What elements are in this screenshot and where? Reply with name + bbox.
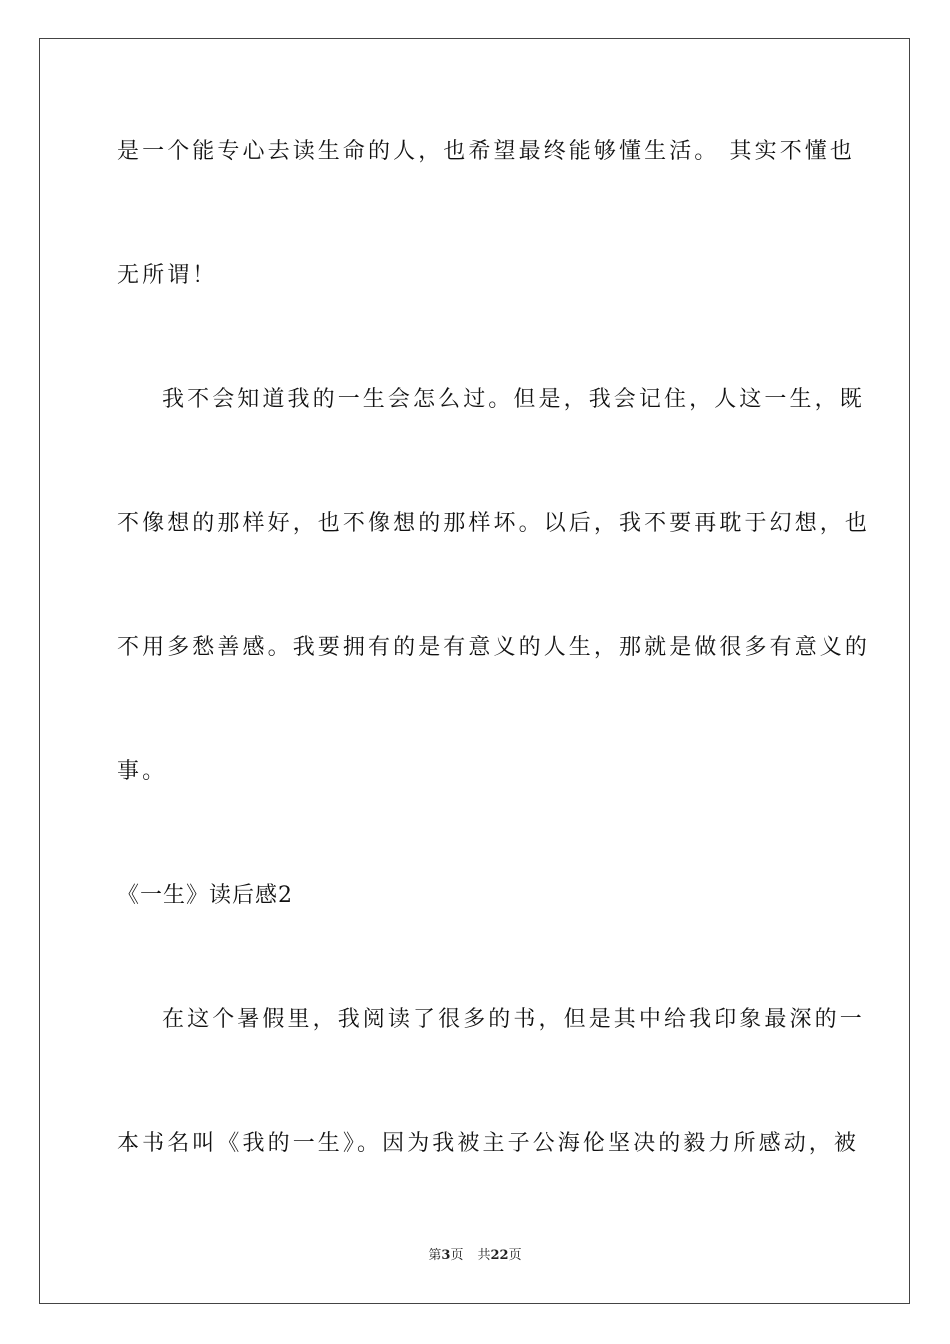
page-suffix: 页 — [450, 1248, 464, 1263]
body-text-line: 事。 — [117, 759, 168, 784]
paragraph-start-line: 在这个暑假里，我阅读了很多的书，但是其中给我印象最深的一 — [162, 1007, 865, 1032]
page-footer — [0, 1247, 950, 1265]
page-number: 3 — [441, 1248, 451, 1263]
total-pages: 22 — [490, 1248, 509, 1263]
total-prefix: 共 — [477, 1248, 491, 1263]
section-heading: 《一生》读后感2 — [117, 883, 293, 908]
paragraph-start-line: 我不会知道我的一生会怎么过。但是，我会记住，人这一生，既 — [162, 387, 865, 412]
body-text-line: 不像想的那样好，也不像想的那样坏。以后，我不要再耽于幻想，也 — [117, 511, 871, 536]
body-text-line: 是一个能专心去读生命的人，也希望最终能够懂生活。 其实不懂也 — [117, 139, 855, 164]
total-suffix: 页 — [508, 1248, 522, 1263]
body-text-line: 无所谓！ — [117, 263, 218, 288]
page-prefix: 第 — [428, 1248, 442, 1263]
page-frame — [39, 38, 910, 1304]
body-text-line: 本书名叫《我的一生》。因为我被主子公海伦坚决的毅力所感动，被 — [117, 1131, 860, 1156]
body-text-line: 不用多愁善感。我要拥有的是有意义的人生，那就是做很多有意义的 — [117, 635, 871, 660]
